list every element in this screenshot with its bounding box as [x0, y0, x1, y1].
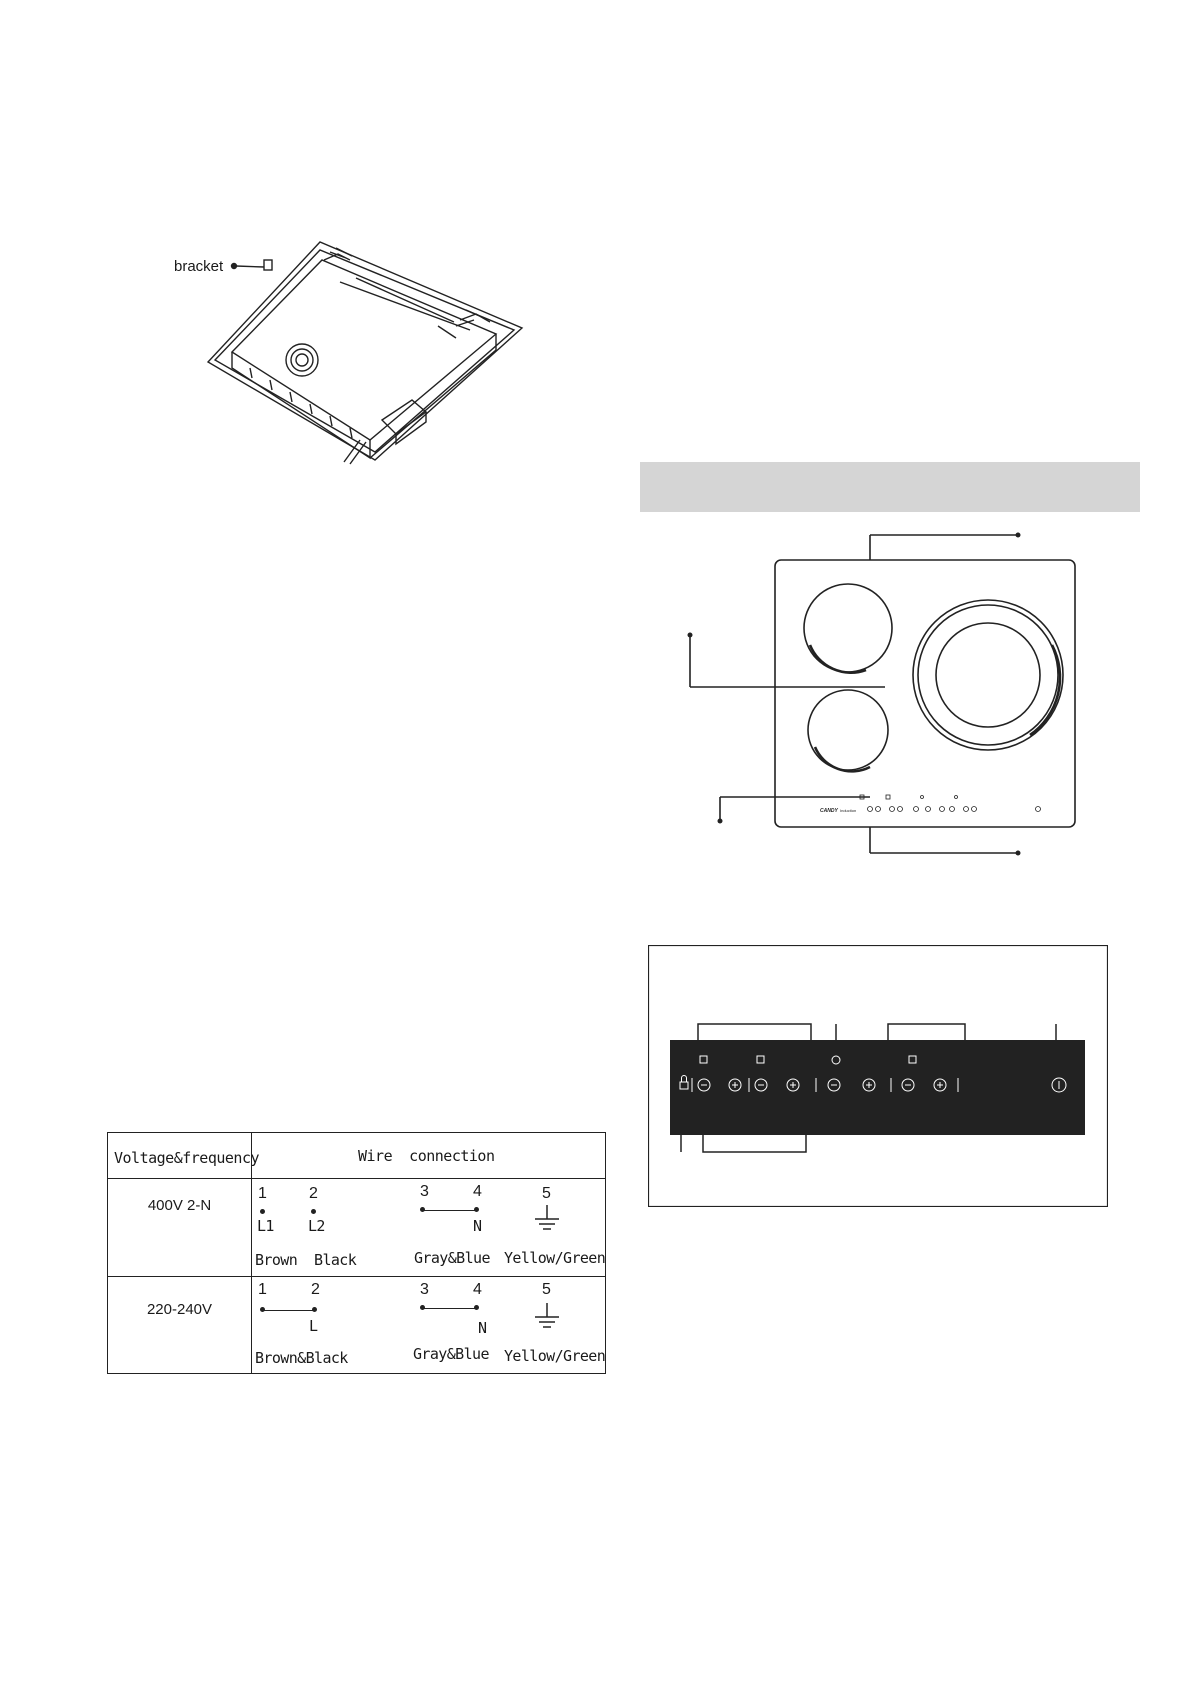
wire-color: Gray&Blue [413, 1345, 489, 1363]
control-panel-figure [648, 945, 1108, 1207]
terminal-number: 5 [542, 1281, 551, 1298]
voltage-value: 400V 2-N [147, 1197, 212, 1214]
voltage-value: 220-240V [146, 1301, 213, 1318]
terminal-number: 1 [258, 1185, 267, 1202]
terminal-number: 2 [311, 1281, 320, 1298]
terminal-number: 2 [309, 1185, 318, 1202]
header-voltage-frequency: Voltage&frequency [114, 1149, 260, 1167]
hob-drawing [670, 525, 1090, 870]
control-panel-drawing [648, 945, 1108, 1207]
ground-symbol-icon [532, 1303, 562, 1333]
terminal-label: L1 [257, 1217, 274, 1235]
wire-color: Brown Black [255, 1251, 357, 1269]
hob-brand-logo: CANDY [820, 808, 838, 814]
wire-color: Yellow/Green [504, 1249, 606, 1267]
terminal-number: 4 [473, 1183, 482, 1200]
section-heading-bar [640, 462, 1140, 512]
bracket-label: bracket [174, 258, 224, 275]
wire-color: Brown&Black [255, 1349, 348, 1367]
wiring-row-400v [108, 1179, 605, 1277]
wire-color: Gray&Blue [414, 1249, 490, 1267]
terminal-number: 4 [473, 1281, 482, 1298]
ground-symbol-icon [532, 1205, 562, 1235]
terminal-label: L2 [308, 1217, 325, 1235]
terminal-number: 3 [420, 1183, 429, 1200]
terminal-label: L [309, 1317, 318, 1335]
hob-top-view-figure [670, 525, 1090, 870]
wiring-row-230v [108, 1277, 605, 1375]
terminal-number: 3 [420, 1281, 429, 1298]
header-wire-connection: Wire connection [358, 1147, 495, 1165]
terminal-label: N [478, 1319, 487, 1337]
hob-underside-drawing [160, 230, 540, 470]
installation-figure [160, 230, 540, 470]
wiring-table-header [108, 1133, 605, 1179]
terminal-number: 5 [542, 1185, 551, 1202]
hob-model-text: Induction [840, 808, 857, 813]
wire-color: Yellow/Green [504, 1347, 606, 1365]
wiring-table [107, 1132, 606, 1374]
terminal-label: N [473, 1217, 482, 1235]
terminal-number: 1 [258, 1281, 267, 1298]
